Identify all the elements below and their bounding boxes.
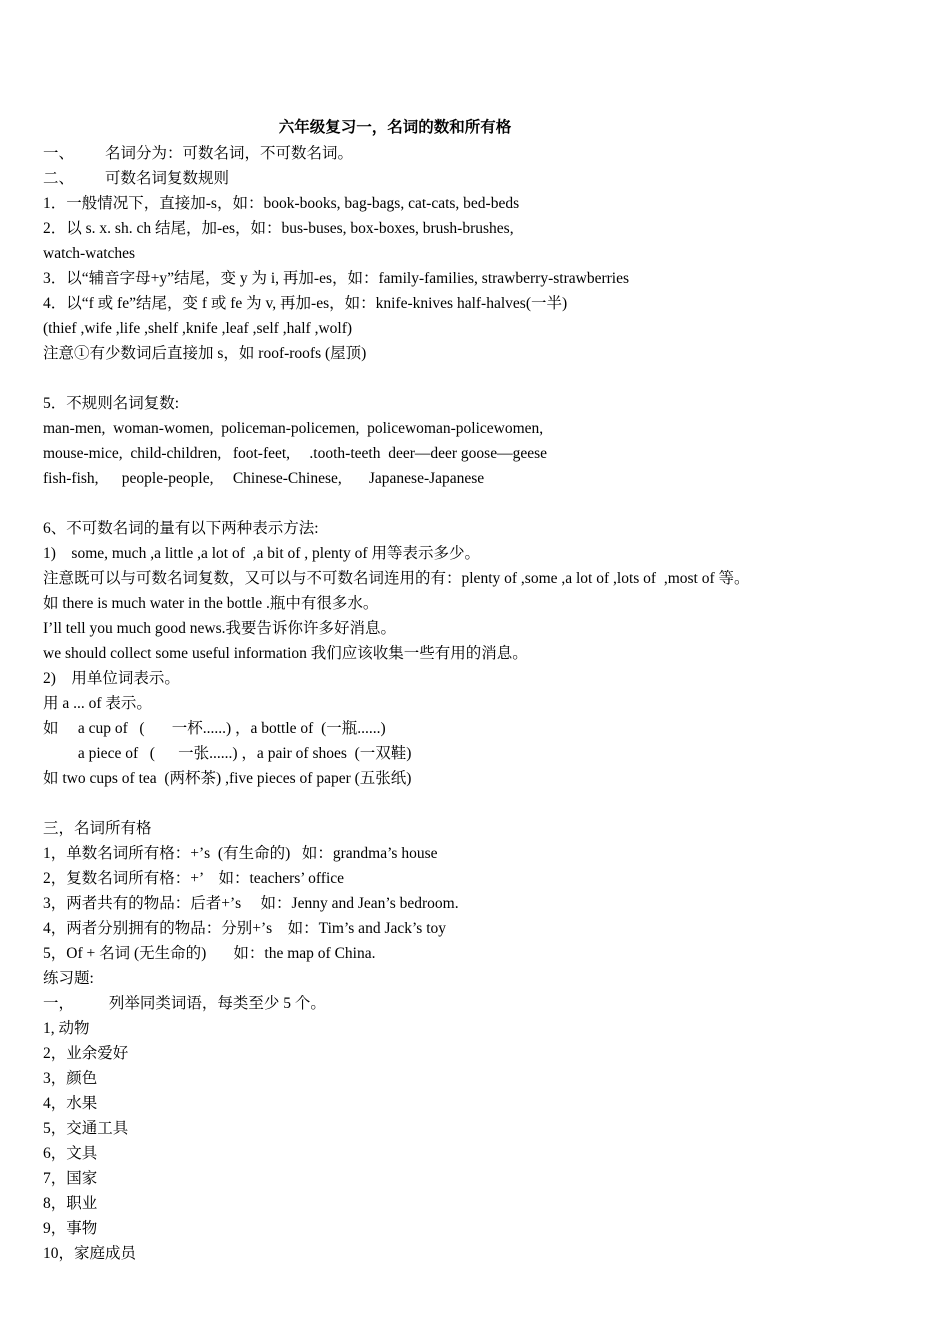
text-line: 3，颜色 [43,1070,98,1087]
text-line: 5，交通工具 [43,1120,129,1137]
text-line: 用 a ... of 表示。 [43,695,152,712]
text-line: watch-watches [43,245,136,262]
text-line: 1) some, much ,a little ,a lot of ,a bit of , plenty of 用等表示多少。 [43,545,480,562]
text-line: 5．不规则名词复数: [43,395,180,412]
text-line: 一， 列举同类词语，每类至少 5 个。 [43,995,326,1012]
text-line: 3．以“辅音字母+y”结尾，变 y 为 i, 再加-es，如：family-families, strawberry-strawberries [43,270,629,287]
text-line: mouse-mice, child-children, foot-feet, .tooth-teeth deer—deer goose—geese [43,445,547,462]
text-line: 2，复数名词所有格：+’ 如：teachers’ office [43,870,345,887]
text-line: 注意①有少数词后直接加 s，如 roof-roofs (屋顶) [43,345,367,362]
text-line: 2，业余爱好 [43,1045,129,1062]
text-line: 如 there is much water in the bottle .瓶中有很多水。 [43,595,379,612]
blank-line [43,366,923,391]
text-line: 如 two cups of tea (两杯茶) ,five pieces of paper (五张纸) [43,770,412,787]
text-line: (thief ,wife ,life ,shelf ,knife ,leaf ,self ,half ,wolf) [43,320,353,337]
text-line: 1, 动物 [43,1020,90,1037]
text-line: 三，名词所有格 [43,820,152,837]
text-line: 7，国家 [43,1170,98,1187]
text-line: fish-fish, people-people, Chinese-Chinese, Japanese-Japanese [43,470,485,487]
text-line: 注意既可以与可数名词复数，又可以与不可数名词连用的有：plenty of ,some ,a lot of ,lots of ,most of 等。 [43,570,750,587]
text-line: man-men, woman-women, policeman-policemen, policewoman-policewomen, [43,420,544,437]
blank-line [43,791,923,816]
text-line: 一、 名词分为：可数名词，不可数名词。 [43,145,354,162]
text-line: 9，事物 [43,1220,98,1237]
text-line: I’ll tell you much good news.我要告诉你许多好消息。 [43,620,397,637]
text-line: a piece of ( 一张......) ，a pair of shoes (一双鞋) [43,745,412,762]
text-line: 4，水果 [43,1095,98,1112]
text-line: 二、 可数名词复数规则 [43,170,230,187]
text-line: 练习题: [43,970,94,987]
text-line: 10，家庭成员 [43,1245,137,1262]
blank-line [43,491,923,516]
text-line: we should collect some useful information 我们应该收集一些有用的消息。 [43,645,528,662]
text-line: 6、不可数名词的量有以下两种表示方法: [43,520,319,537]
text-line: 8，职业 [43,1195,98,1212]
text-line: 2．以 s. x. sh. ch 结尾，加-es，如：bus-buses, box-boxes, brush-brushes, [43,220,514,237]
text-line: 3，两者共有的物品：后者+’s 如：Jenny and Jean’s bedroom. [43,895,459,912]
text-line: 如 a cup of ( 一杯......) ，a bottle of (一瓶......) [43,720,386,737]
text-line: 6，文具 [43,1145,98,1162]
document-body [43,141,923,1266]
document-title: 六年级复习一，名词的数和所有格 [278,118,512,136]
text-line: 2) 用单位词表示。 [43,670,180,687]
text-line: 4．以“f 或 fe”结尾，变 f 或 fe 为 v, 再加-es，如：knife-knives half-halves(一半) [43,295,568,312]
text-line: 4，两者分别拥有的物品：分别+’s 如：Tim’s and Jack’s toy [43,920,447,937]
text-line: 1，单数名词所有格：+’s (有生命的) 如：grandma’s house [43,845,438,862]
text-line: 5，Of + 名词 (无生命的) 如：the map of China. [43,945,376,962]
text-line: 1．一般情况下，直接加-s，如：book-books, bag-bags, cat-cats, bed-beds [43,195,520,212]
